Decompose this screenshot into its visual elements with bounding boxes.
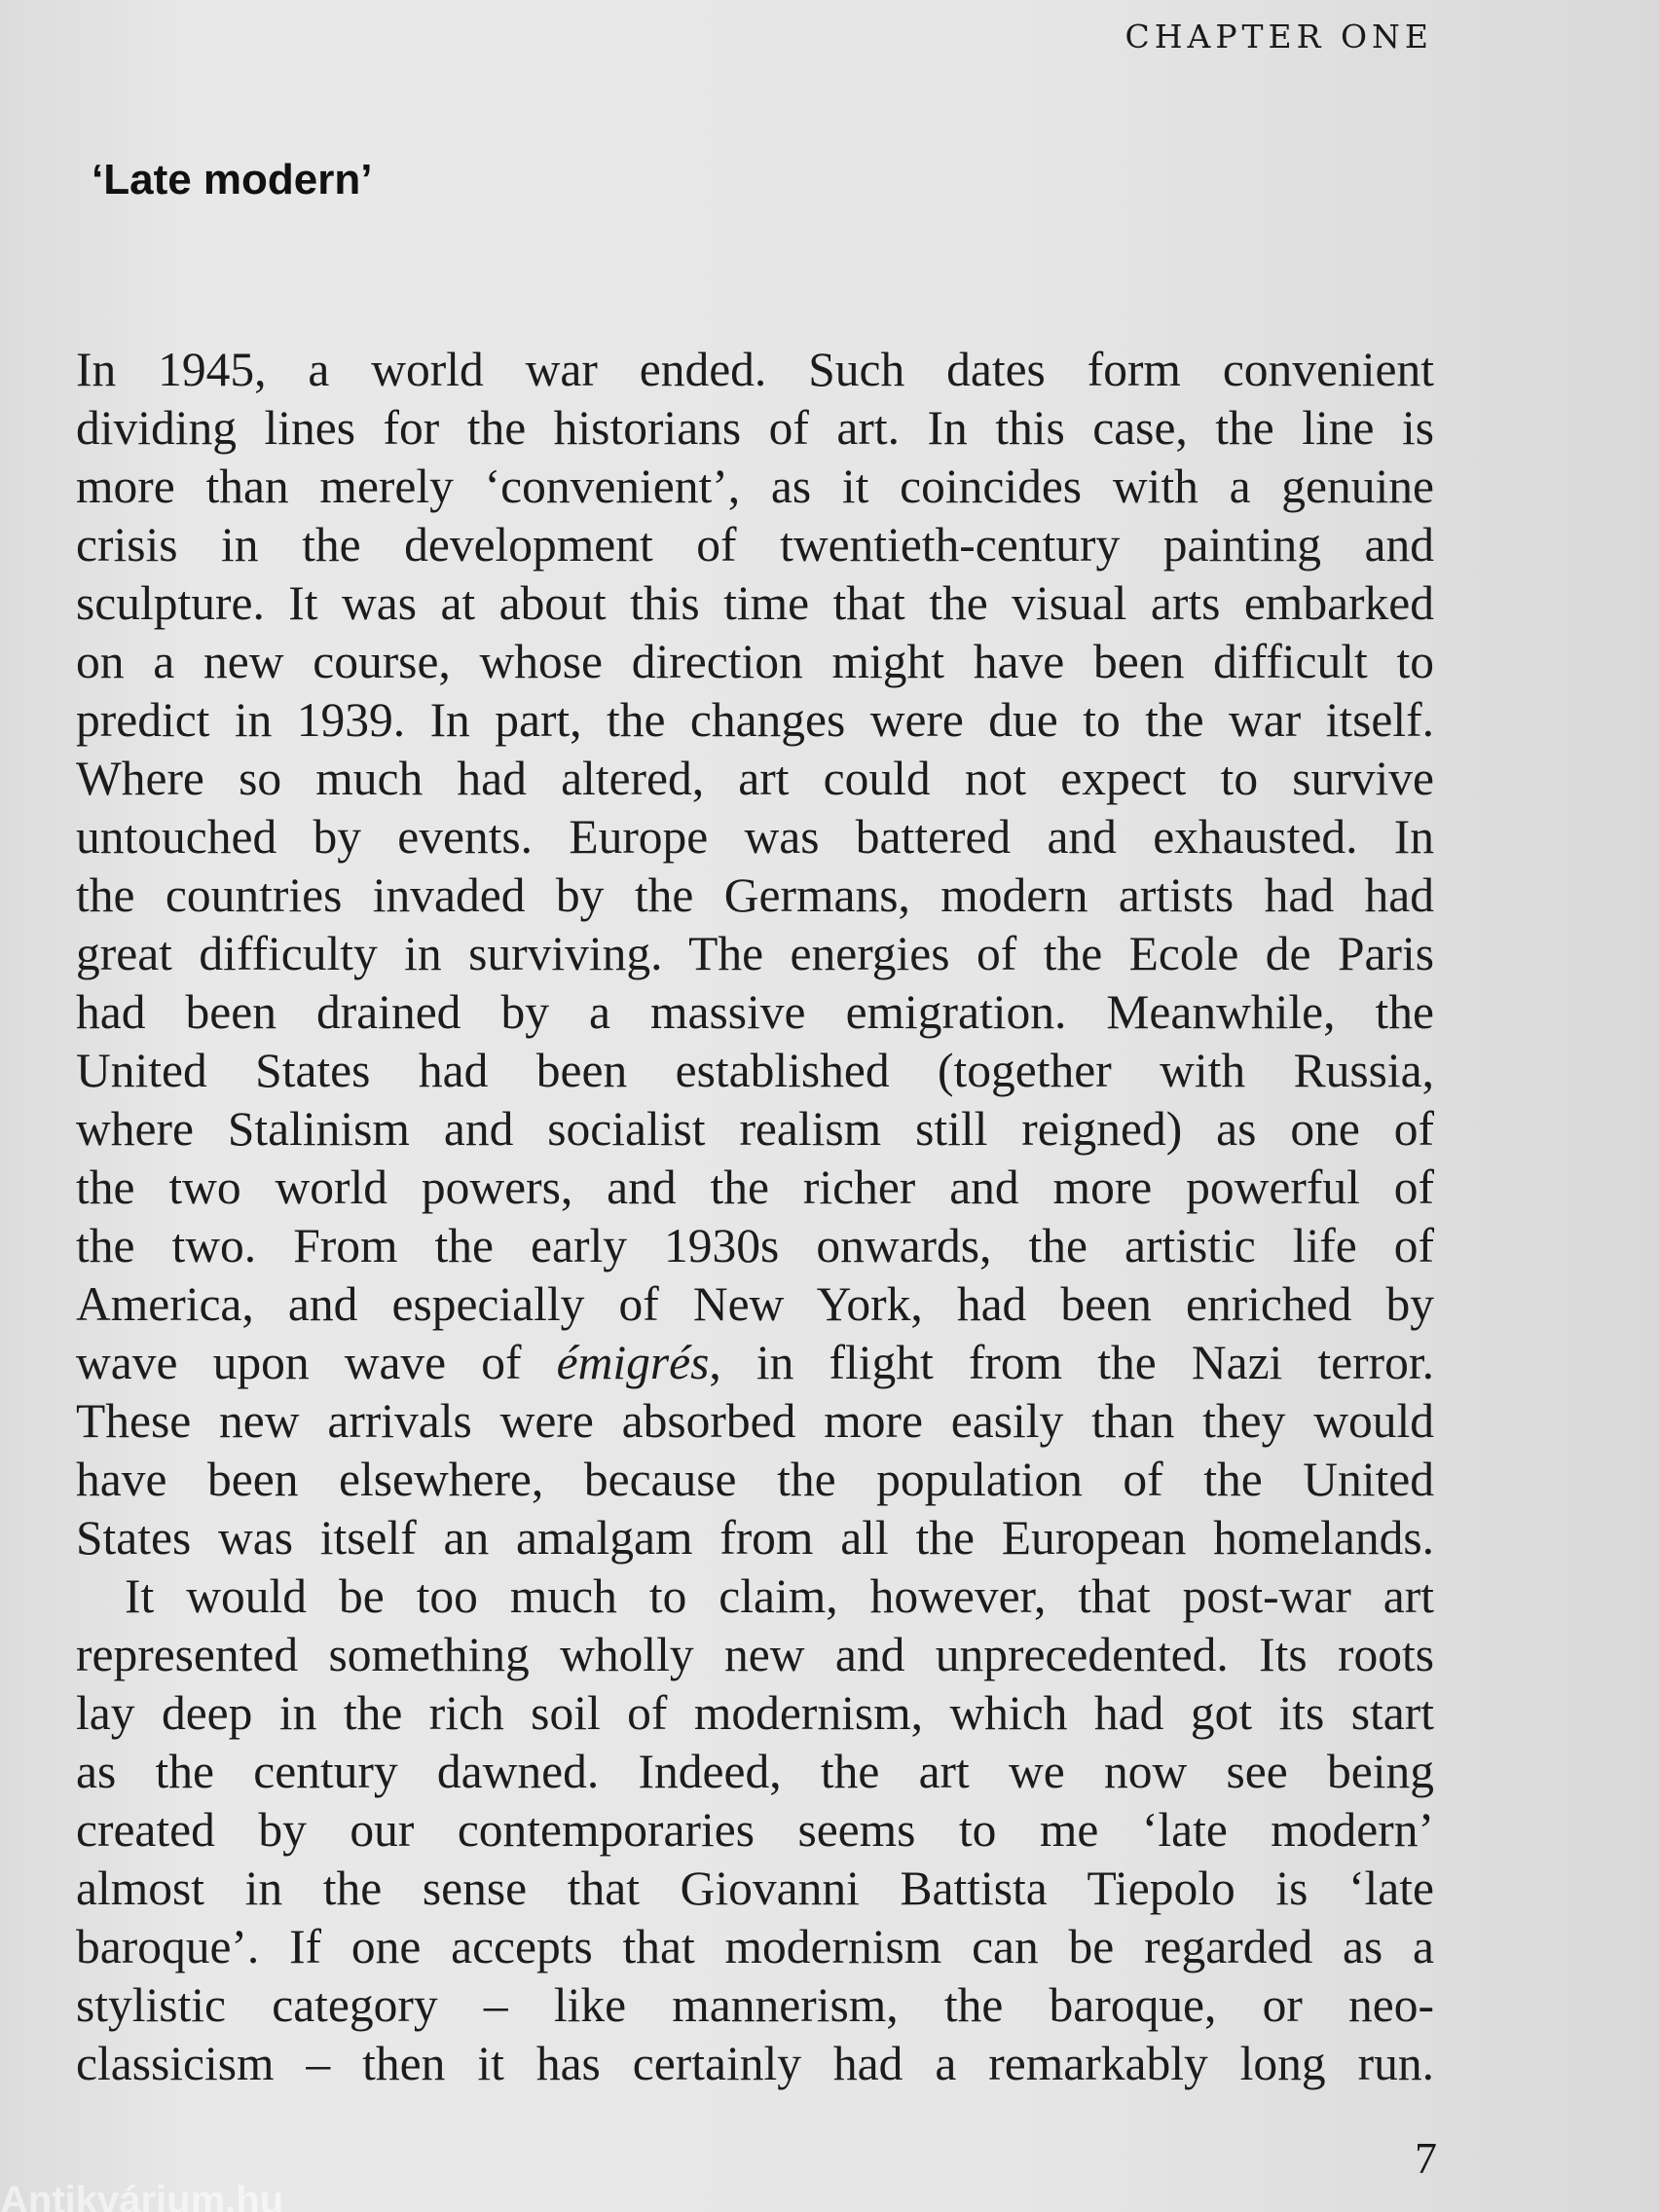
text-line: crisis in the development of twentieth-century painting and: [76, 518, 1434, 571]
text-line-emigres: [76, 1334, 1434, 1392]
text-line: where Stalinism and socialist realism still reigned) as one of: [76, 1102, 1434, 1156]
text-line: sculpture. It was at about this time that the visual arts embarked: [76, 576, 1434, 630]
chapter-title: ‘Late modern’: [92, 156, 373, 203]
text-line: baroque’. If one accepts that modernism can be regarded as a: [76, 1920, 1434, 1973]
text-line: predict in 1939. In part, the changes were due to the war itself.: [76, 693, 1434, 747]
text-line: States was itself an amalgam from all the European homelands.: [76, 1511, 1434, 1565]
text-line: had been drained by a massive emigration. Meanwhile, the: [76, 985, 1434, 1039]
text-line: the two. From the early 1930s onwards, the artistic life of: [76, 1219, 1434, 1272]
page-number: 7: [1415, 2133, 1437, 2183]
paragraph-1: [76, 341, 1434, 1567]
text-line: have been elsewhere, because the population of the United: [76, 1453, 1434, 1506]
text-line: United States had been established (together with Russia,: [76, 1044, 1434, 1097]
text-line: on a new course, whose direction might have been difficult to: [76, 635, 1434, 688]
text-line: lay deep in the rich soil of modernism, which had got its start: [76, 1686, 1434, 1740]
text-line: It would be too much to claim, however, that post-war art: [125, 1569, 1434, 1623]
text-line: dividing lines for the historians of art. In this case, the line is: [76, 401, 1434, 455]
paragraph-2: [76, 1567, 1434, 2093]
text-line: great difficulty in surviving. The energies of the Ecole de Paris: [76, 927, 1434, 980]
text-line-start: wave upon wave of: [76, 1336, 557, 1389]
text-line: the two world powers, and the richer and more powerful of: [76, 1161, 1434, 1214]
italic-word: émigrés: [556, 1336, 710, 1389]
text-line-end: , in flight from the Nazi terror.: [709, 1336, 1434, 1389]
body-text: [76, 341, 1434, 2093]
text-line: In 1945, a world war ended. Such dates form convenient: [76, 343, 1434, 396]
text-line: the countries invaded by the Germans, modern artists had had: [76, 868, 1434, 922]
text-line: created by our contemporaries seems to me ‘late modern’: [76, 1803, 1434, 1857]
text-line: more than merely ‘convenient’, as it coincides with a genuine: [76, 460, 1434, 513]
text-line: These new arrivals were absorbed more easily than they would: [76, 1394, 1434, 1448]
watermark: Antikvárium.hu: [0, 2179, 284, 2212]
text-line: America, and especially of New York, had been enriched by: [76, 1277, 1434, 1331]
text-line: stylistic category – like mannerism, the baroque, or neo-: [76, 1978, 1434, 2032]
text-line: almost in the sense that Giovanni Battista Tiepolo is ‘late: [76, 1862, 1434, 1915]
text-line: represented something wholly new and unprecedented. Its roots: [76, 1628, 1434, 1681]
text-line: Where so much had altered, art could not expect to survive: [76, 752, 1434, 805]
running-head: CHAPTER ONE: [1124, 18, 1433, 55]
text-line: classicism – then it has certainly had a remarkably long run.: [76, 2037, 1434, 2090]
text-line: untouched by events. Europe was battered and exhausted. In: [76, 810, 1434, 864]
text-line: as the century dawned. Indeed, the art we now see being: [76, 1745, 1434, 1798]
